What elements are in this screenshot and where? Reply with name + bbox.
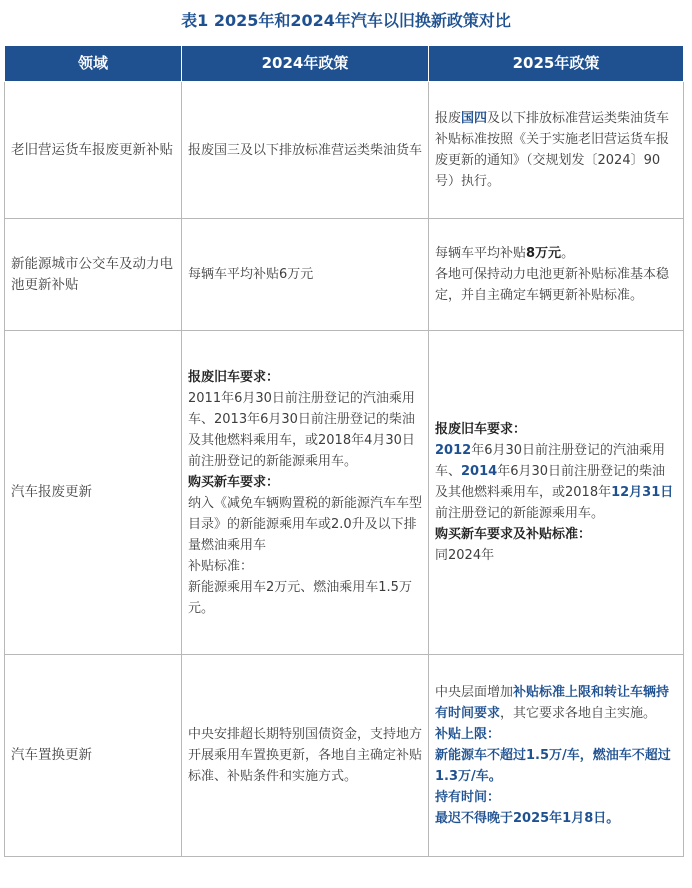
policy-2025-cell: [429, 331, 684, 655]
header-field: 领域: [5, 46, 182, 82]
field-cell: 老旧营运货车报废更新补贴: [5, 82, 182, 219]
cell-heading: 持有时间：: [435, 790, 501, 805]
text: ，其它要求各地自主实施。: [500, 706, 657, 721]
policy-2025-cell: [429, 219, 684, 331]
cell-line: [435, 108, 677, 129]
text: 年6月30日前注册登记的汽油乘用车、: [435, 443, 666, 479]
text: 。: [561, 246, 575, 261]
text: 中央层面增加: [435, 685, 514, 700]
table-row: [5, 219, 684, 331]
cell-line: 2011年6月30日前注册登记的汽油乘用车、2013年6月30日前注册登记的柴油及其他燃料乘用车，或2018年4月30日前注册登记的新能源乘用车。: [188, 390, 415, 469]
cell-line: 最迟不得晚于2025年1月8日。: [435, 811, 620, 826]
highlight-text: 补贴标准上限和转让车辆持有时间要求: [435, 685, 670, 721]
highlight-text: 12月31日: [611, 485, 674, 500]
cell-line: [435, 682, 677, 724]
cell-heading: 报废旧车要求：: [188, 369, 280, 385]
policy-2024-cell: 报废国三及以下排放标准营运类柴油货车: [182, 82, 429, 219]
cell-line: [435, 243, 677, 264]
policy-2024-cell: [182, 331, 429, 655]
table-row: [5, 331, 684, 655]
highlight-text: 国四: [461, 111, 488, 126]
highlight-text: 2014: [461, 464, 498, 479]
text: 前注册登记的新能源乘用车。: [435, 506, 605, 521]
policy-2025-cell: [429, 82, 684, 219]
highlight-text: 2012: [435, 443, 472, 458]
policy-2025-cell: [429, 655, 684, 857]
field-cell: 新能源城市公交车及动力电池更新补贴: [5, 219, 182, 331]
cell-heading: 购买新车要求及补贴标准：: [435, 527, 592, 542]
highlight-text: 8万元: [526, 246, 562, 261]
policy-comparison-table: [4, 45, 684, 857]
cell-line: 新能源乘用车2万元、燃油乘用车1.5万元。: [188, 579, 412, 616]
cell-line: 补贴标准按照《关于实施老旧营运货车报废更新的通知》（交规划发〔2024〕90号）执行。: [435, 132, 670, 189]
text: 年6月30日前注册登记的柴油及其他燃料乘用车，或2018年: [435, 464, 666, 500]
cell-heading: 购买新车要求：: [188, 474, 280, 490]
header-2024: 2024年政策: [182, 46, 429, 82]
policy-2024-cell: 中央安排超长期特别国债资金，支持地方开展乘用车置换更新，各地自主确定补贴标准、补贴条件和实施方式。: [182, 655, 429, 857]
cell-line: 各地可保持动力电池更新补贴标准基本稳定，并自主确定车辆更新补贴标准。: [435, 267, 670, 303]
policy-2024-cell: 每辆车平均补贴6万元: [182, 219, 429, 331]
text: 及以下排放标准营运类柴油货车: [487, 111, 670, 126]
cell-heading: 补贴上限：: [435, 727, 501, 742]
cell-line: 纳入《减免车辆购置税的新能源汽车车型目录》的新能源乘用车或2.0升及以下排量燃油乘用车: [188, 495, 423, 553]
header-2025: 2025年政策: [429, 46, 684, 82]
field-cell: 汽车报废更新: [5, 331, 182, 655]
cell-heading: 报废旧车要求：: [435, 422, 527, 437]
cell-line: [435, 440, 677, 524]
table-row: [5, 655, 684, 857]
cell-line: 新能源车不超过1.5万/车，燃油车不超过1.3万/车。: [435, 748, 671, 784]
text: 报废: [435, 111, 462, 126]
table-row: [5, 82, 684, 219]
table-title: 表1 2025年和2024年汽车以旧换新政策对比: [181, 11, 511, 30]
cell-line: 补贴标准：: [188, 558, 254, 574]
field-cell: 汽车置换更新: [5, 655, 182, 857]
cell-line: 同2024年: [435, 548, 495, 563]
header-row: [5, 46, 684, 82]
text: 每辆车平均补贴: [435, 246, 527, 261]
